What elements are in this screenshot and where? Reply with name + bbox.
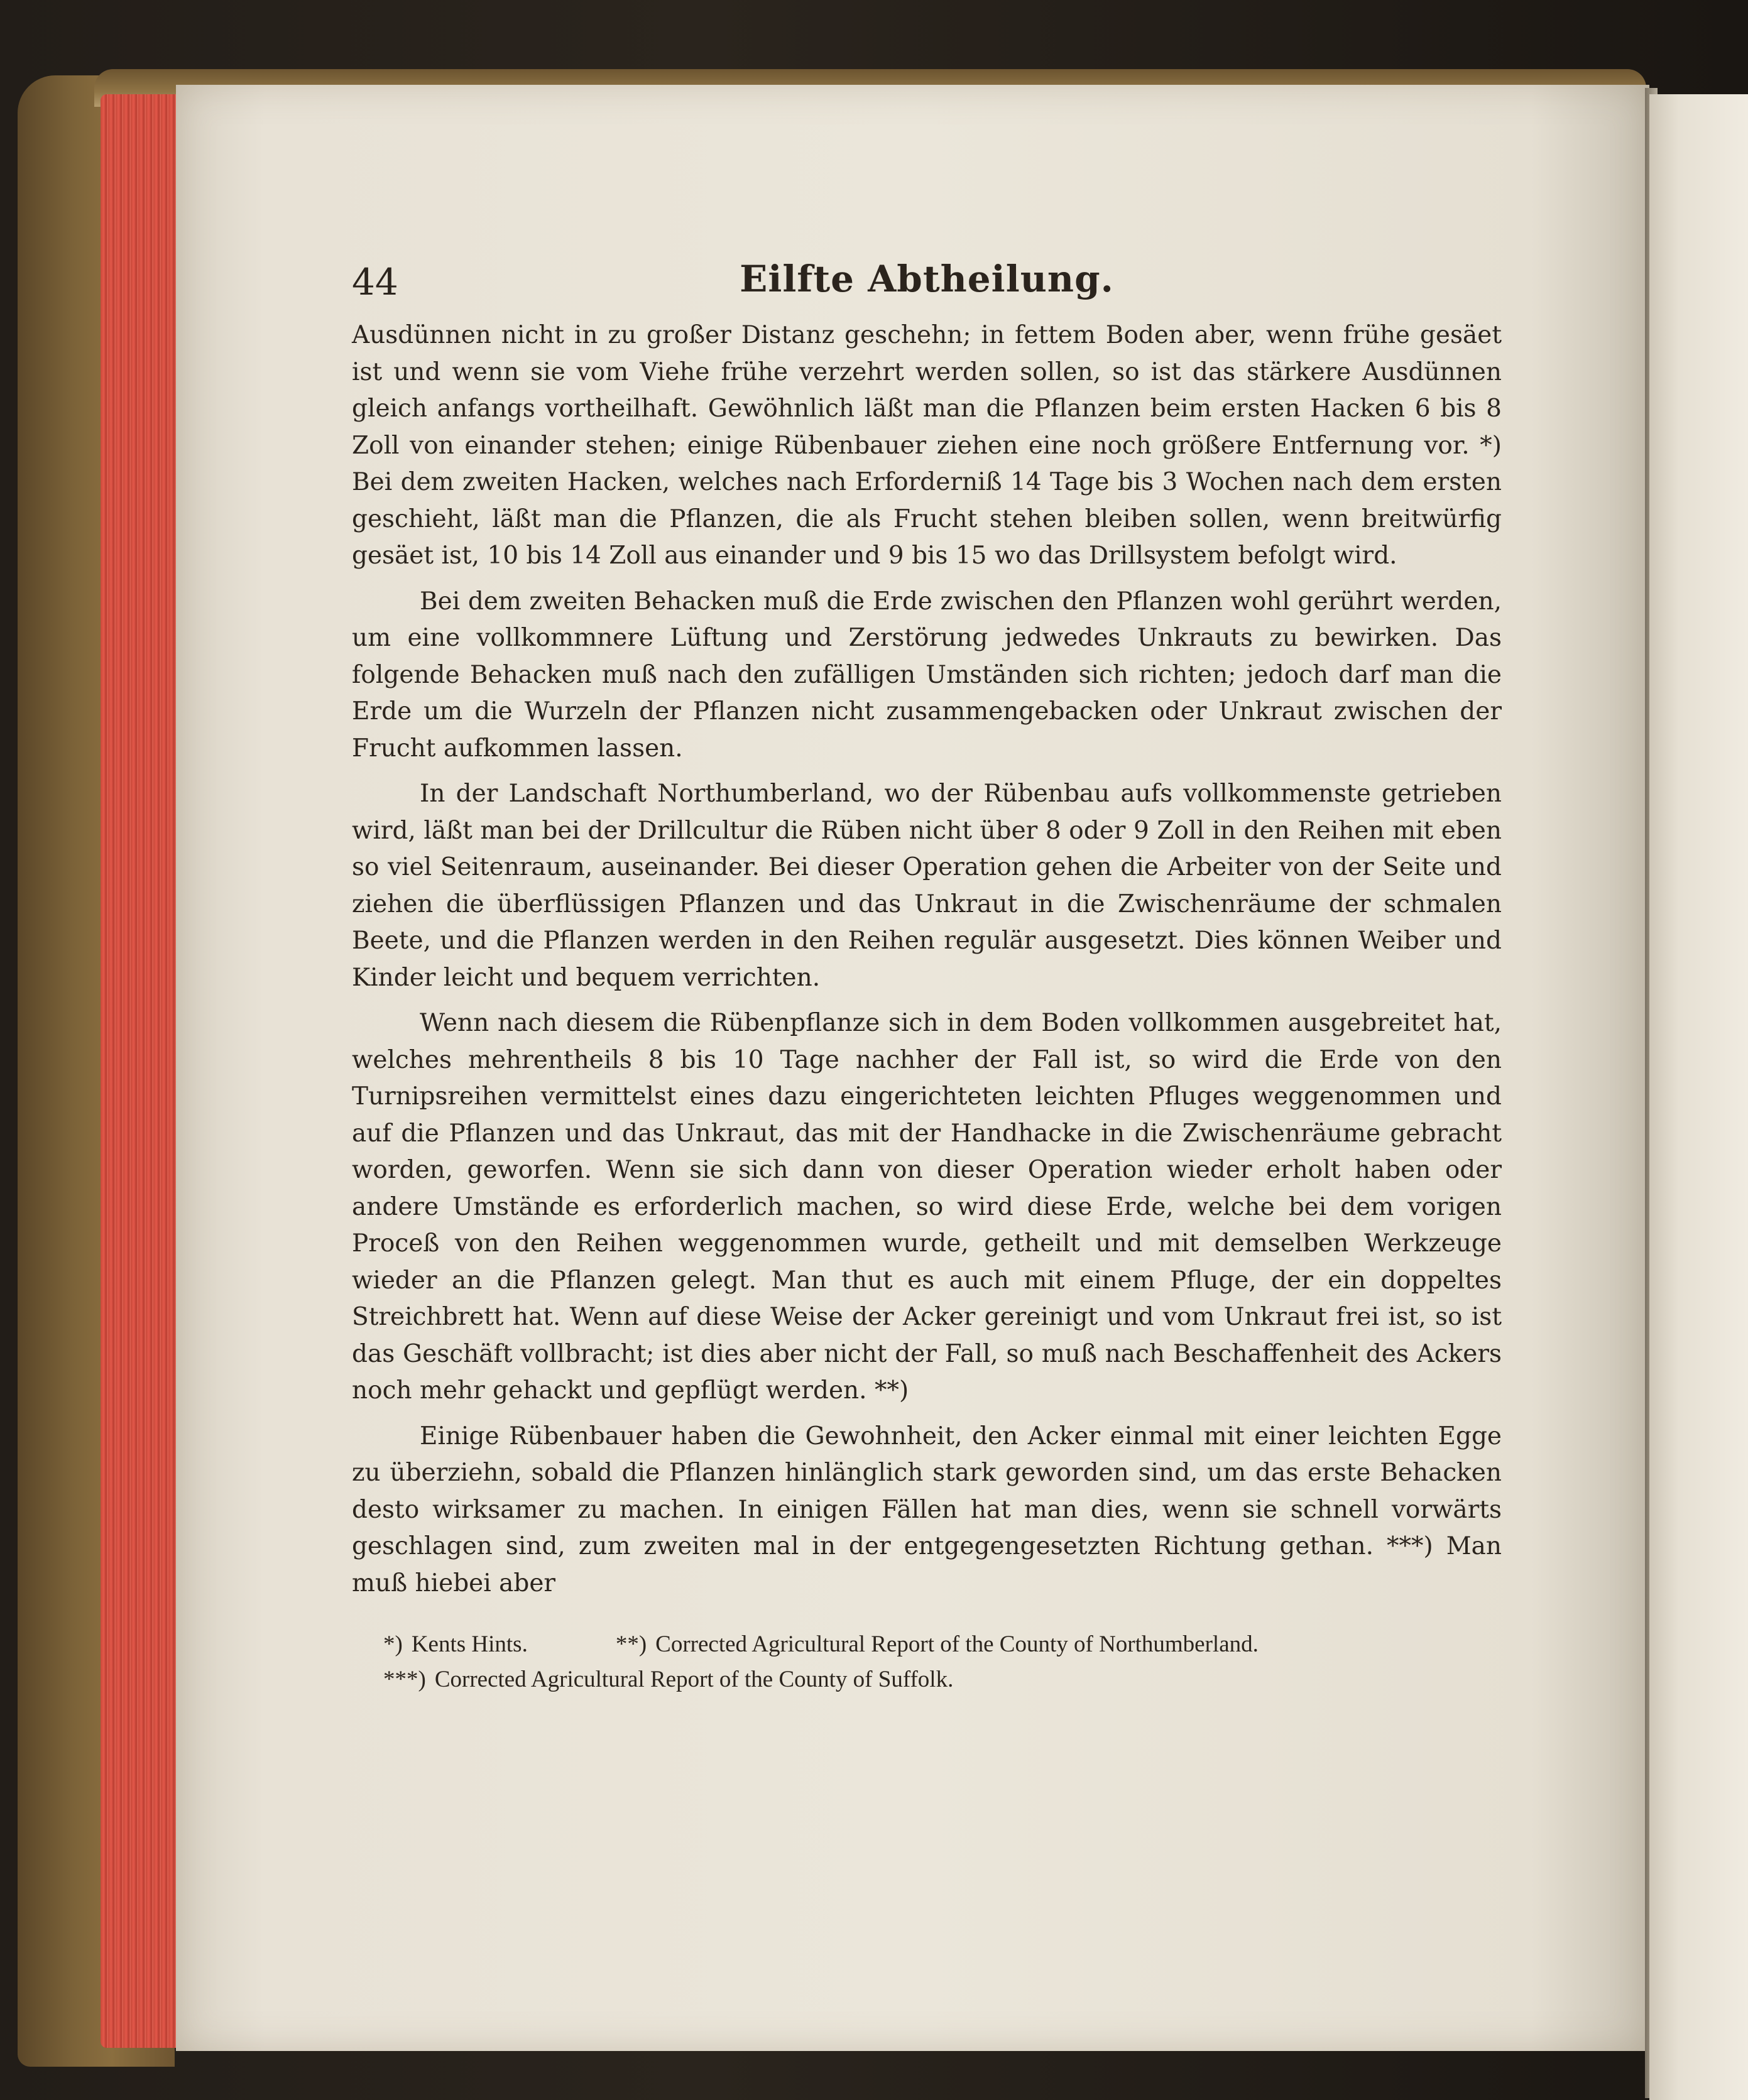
footnote-2-text: Corrected Agricultural Report of the County of Northumberland. <box>655 1631 1259 1657</box>
facing-page-edge <box>1649 94 1748 2100</box>
paragraph-5: Einige Rübenbauer haben die Gewohnheit, den Acker einmal mit einer leichten Egge zu überziehn, sobald die Pflanzen hinlänglich stark geworden sind, um das erste Behacken desto wirksamer zu machen. In einigen Fällen hat man dies, wenn sie schnell vorwärts geschlagen sind, zum zweiten mal in der entgegengesetzten Richtung gethan. ***) Man muß hiebei aber <box>352 1422 1502 1597</box>
footnote-3-mark: ***) <box>383 1667 426 1692</box>
paragraph-2: Bei dem zweiten Behacken muß die Erde zwischen den Pflanzen wohl gerührt werden, um eine vollkommnere Lüftung und Zerstörung jedwedes Unkrauts zu bewirken. Das folgende Behacken muß nach den zufälligen Umständen sich richten; jedoch darf man die Erde um die Wurzeln der Pflanzen nicht zusammengebacken oder Unkraut zwischen der Frucht aufkommen lassen. <box>352 587 1502 763</box>
page-number: 44 <box>352 261 398 303</box>
footnotes <box>352 1627 1502 1697</box>
page-header <box>352 248 1502 317</box>
paragraph-3: In der Landschaft Northumberland, wo der Rübenbau aufs vollkommenste getrieben wird, läßt man bei der Drillcultur die Rüben nicht über 8 oder 9 Zoll in den Reihen mit eben so viel Seitenraum, auseinander. Bei dieser Operation gehen die Arbeiter von der Seite und ziehen die überflüssigen Pflanzen und das Unkraut in die Zwischenräume der schmalen Beete, und die Pflanzen werden in den Reihen regulär ausgesetzt. Dies können Weiber und Kinder leicht und bequem verrichten. <box>352 780 1502 992</box>
footnote-1 <box>383 1627 528 1662</box>
paragraph-1: Ausdünnen nicht in zu großer Distanz geschehn; in fettem Boden aber, wenn frühe gesäet ist und wenn sie vom Viehe frühe verzehrt werden sollen, so ist das stärkere Ausdünnen gleich anfangs vortheilhaft. Gewöhnlich läßt man die Pflanzen beim ersten Hacken 6 bis 8 Zoll von einander stehen; einige Rübenbauer ziehen eine noch größere Entfernung vor. *) Bei dem zweiten Hacken, welches nach Erforderniß 14 Tage bis 3 Wochen nach dem ersten geschieht, läßt man die Pflanzen, die als Frucht stehen bleiben sollen, wenn breitwürfig gesäet ist, 10 bis 14 Zoll aus einander und 9 bis 15 wo das Drillsystem befolgt wird. <box>352 321 1502 570</box>
footnote-3 <box>383 1662 953 1697</box>
paragraph-4: Wenn nach diesem die Rübenpflanze sich in dem Boden vollkommen ausgebreitet hat, welches mehrentheils 8 bis 10 Tage nachher der Fall ist, so wird die Erde von den Turnipsreihen vermittelst eines dazu eingerichteten leichten Pfluges weggenommen und auf die Pflanzen und das Unkraut, das mit der Handhacke in die Zwischenräume gebracht worden, geworfen. Wenn sie sich dann von dieser Operation wieder erholt haben oder andere Umstände es erforderlich machen, so wird diese Erde, welche bei dem vorigen Proceß von den Reihen weggenommen wurde, getheilt und mit demselben Werkzeuge wieder an die Pflanzen gelegt. Man thut es auch mit einem Pfluge, der ein doppeltes Streichbrett hat. Wenn auf diese Weise der Acker gereinigt und vom Unkraut frei ist, so ist das Geschäft vollbracht; ist dies aber nicht der Fall, so muß nach Beschaffenheit des Ackers noch mehr gehackt und gepflügt werden. **) <box>352 1009 1502 1405</box>
footnote-3-text: Corrected Agricultural Report of the County of Suffolk. <box>434 1667 954 1692</box>
footnote-2 <box>616 1627 1259 1662</box>
running-head: Eilfte Abtheilung. <box>740 258 1114 300</box>
page-text-block <box>352 248 1502 1697</box>
footnote-2-mark: **) <box>615 1631 647 1657</box>
red-page-edges <box>101 94 179 2048</box>
footnote-row-2 <box>383 1662 1502 1697</box>
footnote-1-text: Kents Hints. <box>411 1631 528 1657</box>
footnote-1-mark: *) <box>383 1631 403 1657</box>
footnote-row-1 <box>383 1627 1502 1662</box>
